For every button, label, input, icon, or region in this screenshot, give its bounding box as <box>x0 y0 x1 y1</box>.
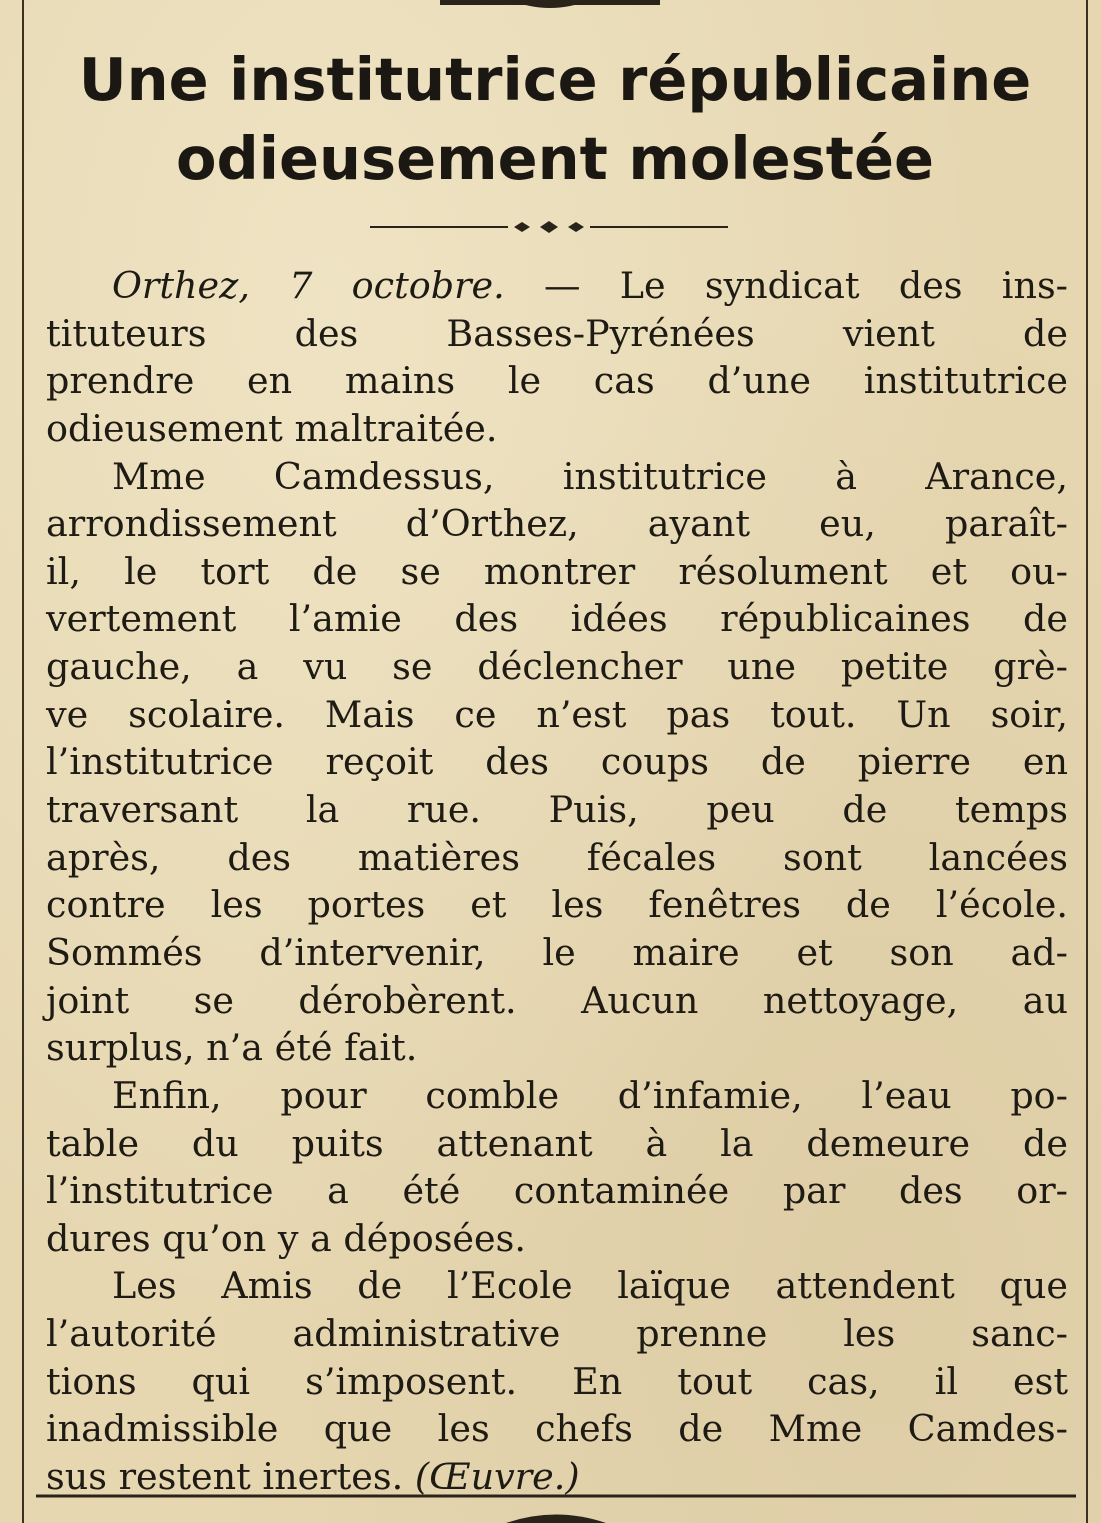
article-line: surplus, n’a été fait. <box>46 1026 418 1070</box>
article-line: tions qui s’imposent. En tout cas, il est <box>46 1359 1068 1403</box>
article-line: joint se dérobèrent. Aucun nettoyage, au <box>46 978 1068 1022</box>
article-line: contre les portes et les fenêtres de l’école. <box>46 883 1068 927</box>
article-line <box>46 262 1068 310</box>
article-headline <box>30 40 1080 198</box>
article-line: l’institutrice a été contaminée par des or- <box>46 1169 1068 1213</box>
article-line: vertement l’amie des idées républicaines de <box>46 597 1068 641</box>
article-line: Mme Camdessus, institutrice à Arance, <box>112 454 1068 498</box>
dateline: Orthez, 7 octobre. <box>112 264 505 307</box>
top-ornament <box>440 0 660 14</box>
article-line: Enfin, pour comble d’infamie, l’eau po- <box>112 1073 1068 1117</box>
article-line: Sommés d’intervenir, le maire et son ad- <box>46 930 1068 974</box>
source-attribution: (Œuvre.) <box>414 1455 580 1499</box>
article-line: prendre en mains le cas d’une institutrice <box>46 359 1068 403</box>
article-line: l’institutrice reçoit des coups de pierre en <box>46 740 1068 784</box>
article-line: inadmissible que les chefs de Mme Camdes- <box>46 1407 1068 1451</box>
column-rule-left <box>22 0 24 1523</box>
article-line: dures qu’on y a déposées. <box>46 1216 526 1260</box>
article-line: Les Amis de l’Ecole laïque attendent que <box>112 1264 1068 1308</box>
article-line: traversant la rue. Puis, peu de temps <box>46 788 1068 832</box>
article-line: l’autorité administrative prenne les sanc- <box>46 1312 1068 1356</box>
headline-divider <box>368 216 730 238</box>
article-body <box>46 262 1068 1501</box>
article-line: il, le tort de se montrer résolument et ou- <box>46 549 1068 593</box>
article-line: table du puits attenant à la demeure de <box>46 1121 1068 1165</box>
headline-line-1: Une institutrice républicaine <box>78 45 1032 114</box>
article-line: odieusement maltraitée. <box>46 406 498 450</box>
column-rule-right <box>1086 0 1088 1523</box>
article-line: gauche, a vu se déclencher une petite grè- <box>46 645 1068 689</box>
article-line: tituteurs des Basses-Pyrénées vient de <box>46 311 1068 355</box>
article-line: après, des matières fécales sont lancées <box>46 835 1068 879</box>
article-line: arrondissement d’Orthez, ayant eu, paraît- <box>46 502 1068 546</box>
article-line-text: — Le syndicat des ins- <box>544 264 1069 307</box>
article-line-text: sus restent inertes. <box>46 1455 404 1499</box>
headline-line-2: odieusement molestée <box>176 124 934 193</box>
article-line: ve scolaire. Mais ce n’est pas tout. Un soir, <box>46 692 1068 736</box>
bottom-ornament <box>36 1492 1076 1523</box>
